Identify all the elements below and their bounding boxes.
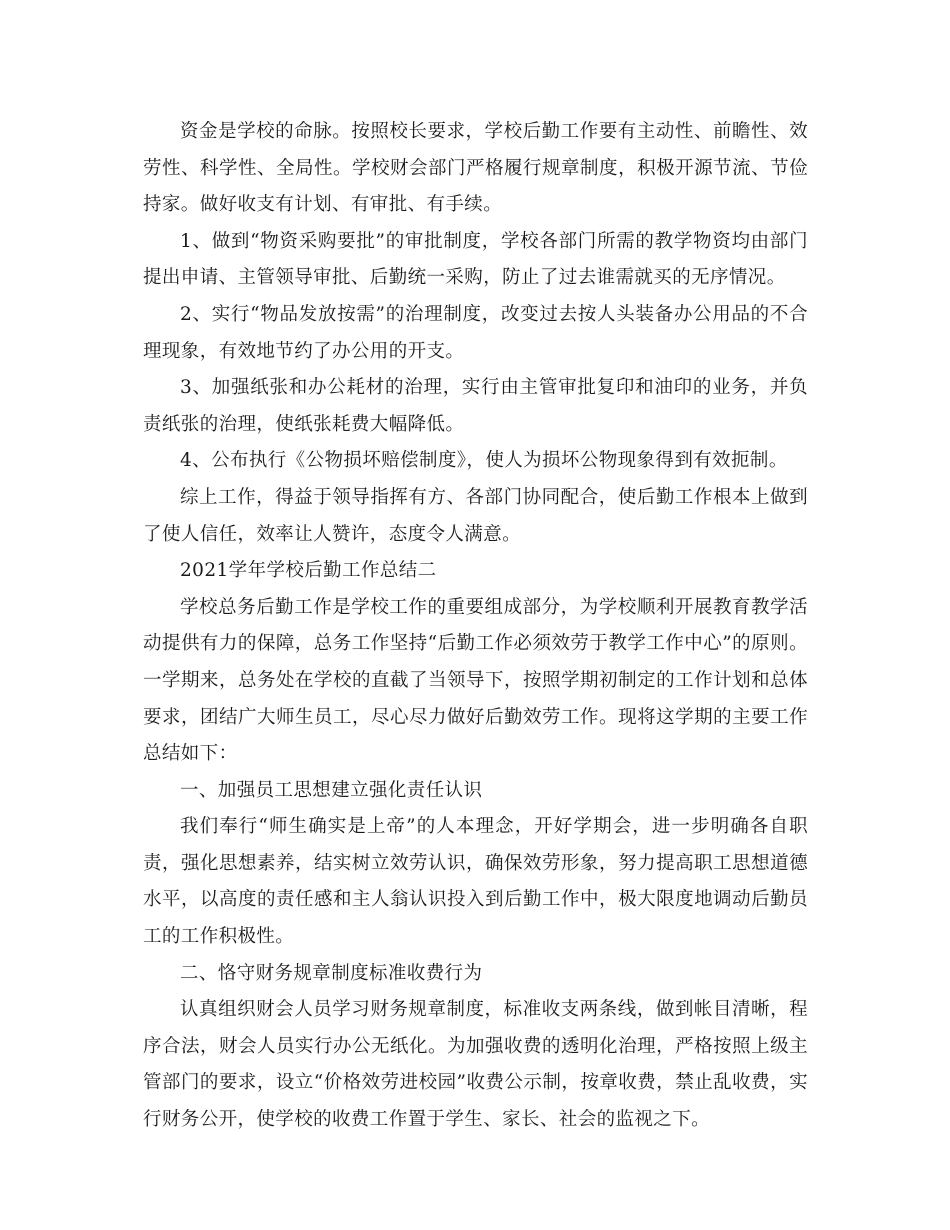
paragraph-item-3: 3、加强纸张和办公耗材的治理，实行由主管审批复印和油印的业务，并负责纸张的治理，使纸张耗费大幅降低。 (143, 377, 808, 435)
paragraph-item-4: 4、公布执行《公物损坏赔偿制度》，使人为损坏公物现象得到有效扼制。 (180, 450, 788, 472)
heading-section-1: 一、加强员工思想建立强化责任认识 (180, 779, 483, 801)
section-title: 2021学年学校后勤工作总结二 (180, 560, 437, 582)
paragraph-section-2: 认真组织财会人员学习财务规章制度，标准收支两条线，做到帐目清晰，程序合法，财会人员实行办公无纸化。为加强收费的透明化治理，严格按照上级主管部门的要求，设立“价格效劳进校园”收费公示制，按章收费，禁止乱收费，实行财务公开，使学校的收费工作置于学生、家长、社会的监视之下。 (143, 999, 808, 1131)
paragraph-summary: 综上工作，得益于领导指挥有方、各部门协同配合，使后勤工作根本上做到了使人信任，效率让人赞许，态度令人满意。 (143, 486, 808, 545)
document-body (143, 114, 808, 1139)
paragraph-item-1: 1、做到“物资采购要批”的审批制度，学校各部门所需的教学物资均由部门提出申请、主管领导审批、后勤统一采购，防止了过去谁需就买的无序情况。 (143, 230, 808, 289)
heading-section-2: 二、恪守财务规章制度标准收费行为 (180, 962, 483, 984)
paragraph-overview: 学校总务后勤工作是学校工作的重要组成部分，为学校顺利开展教育教学活动提供有力的保障，总务工作坚持“后勤工作必须效劳于教学工作中心”的原则。一学期来，总务处在学校的直截了当领导下，按照学期初制定的工作计划和总体要求，团结广大师生员工，尽心尽力做好后勤效劳工作。现将这学期的主要工作总结如下： (143, 596, 808, 765)
paragraph-item-2: 2、实行“物品发放按需”的治理制度，改变过去按人头装备办公用品的不合理现象，有效地节约了办公用的开支。 (143, 303, 808, 362)
paragraph-section-1: 我们奉行“师生确实是上帝”的人本理念，开好学期会，进一步明确各自职责，强化思想素养，结实树立效劳认识，确保效劳形象，努力提高职工思想道德水平，以高度的责任感和主人翁认识投入到后勤工作中，极大限度地调动后勤员工的工作积极性。 (143, 816, 808, 948)
paragraph-funding-intro: 资金是学校的命脉。按照校长要求，学校后勤工作要有主动性、前瞻性、效劳性、科学性、全局性。学校财会部门严格履行规章制度，积极开源节流、节俭持家。做好收支有计划、有审批、有手续。 (143, 121, 808, 216)
